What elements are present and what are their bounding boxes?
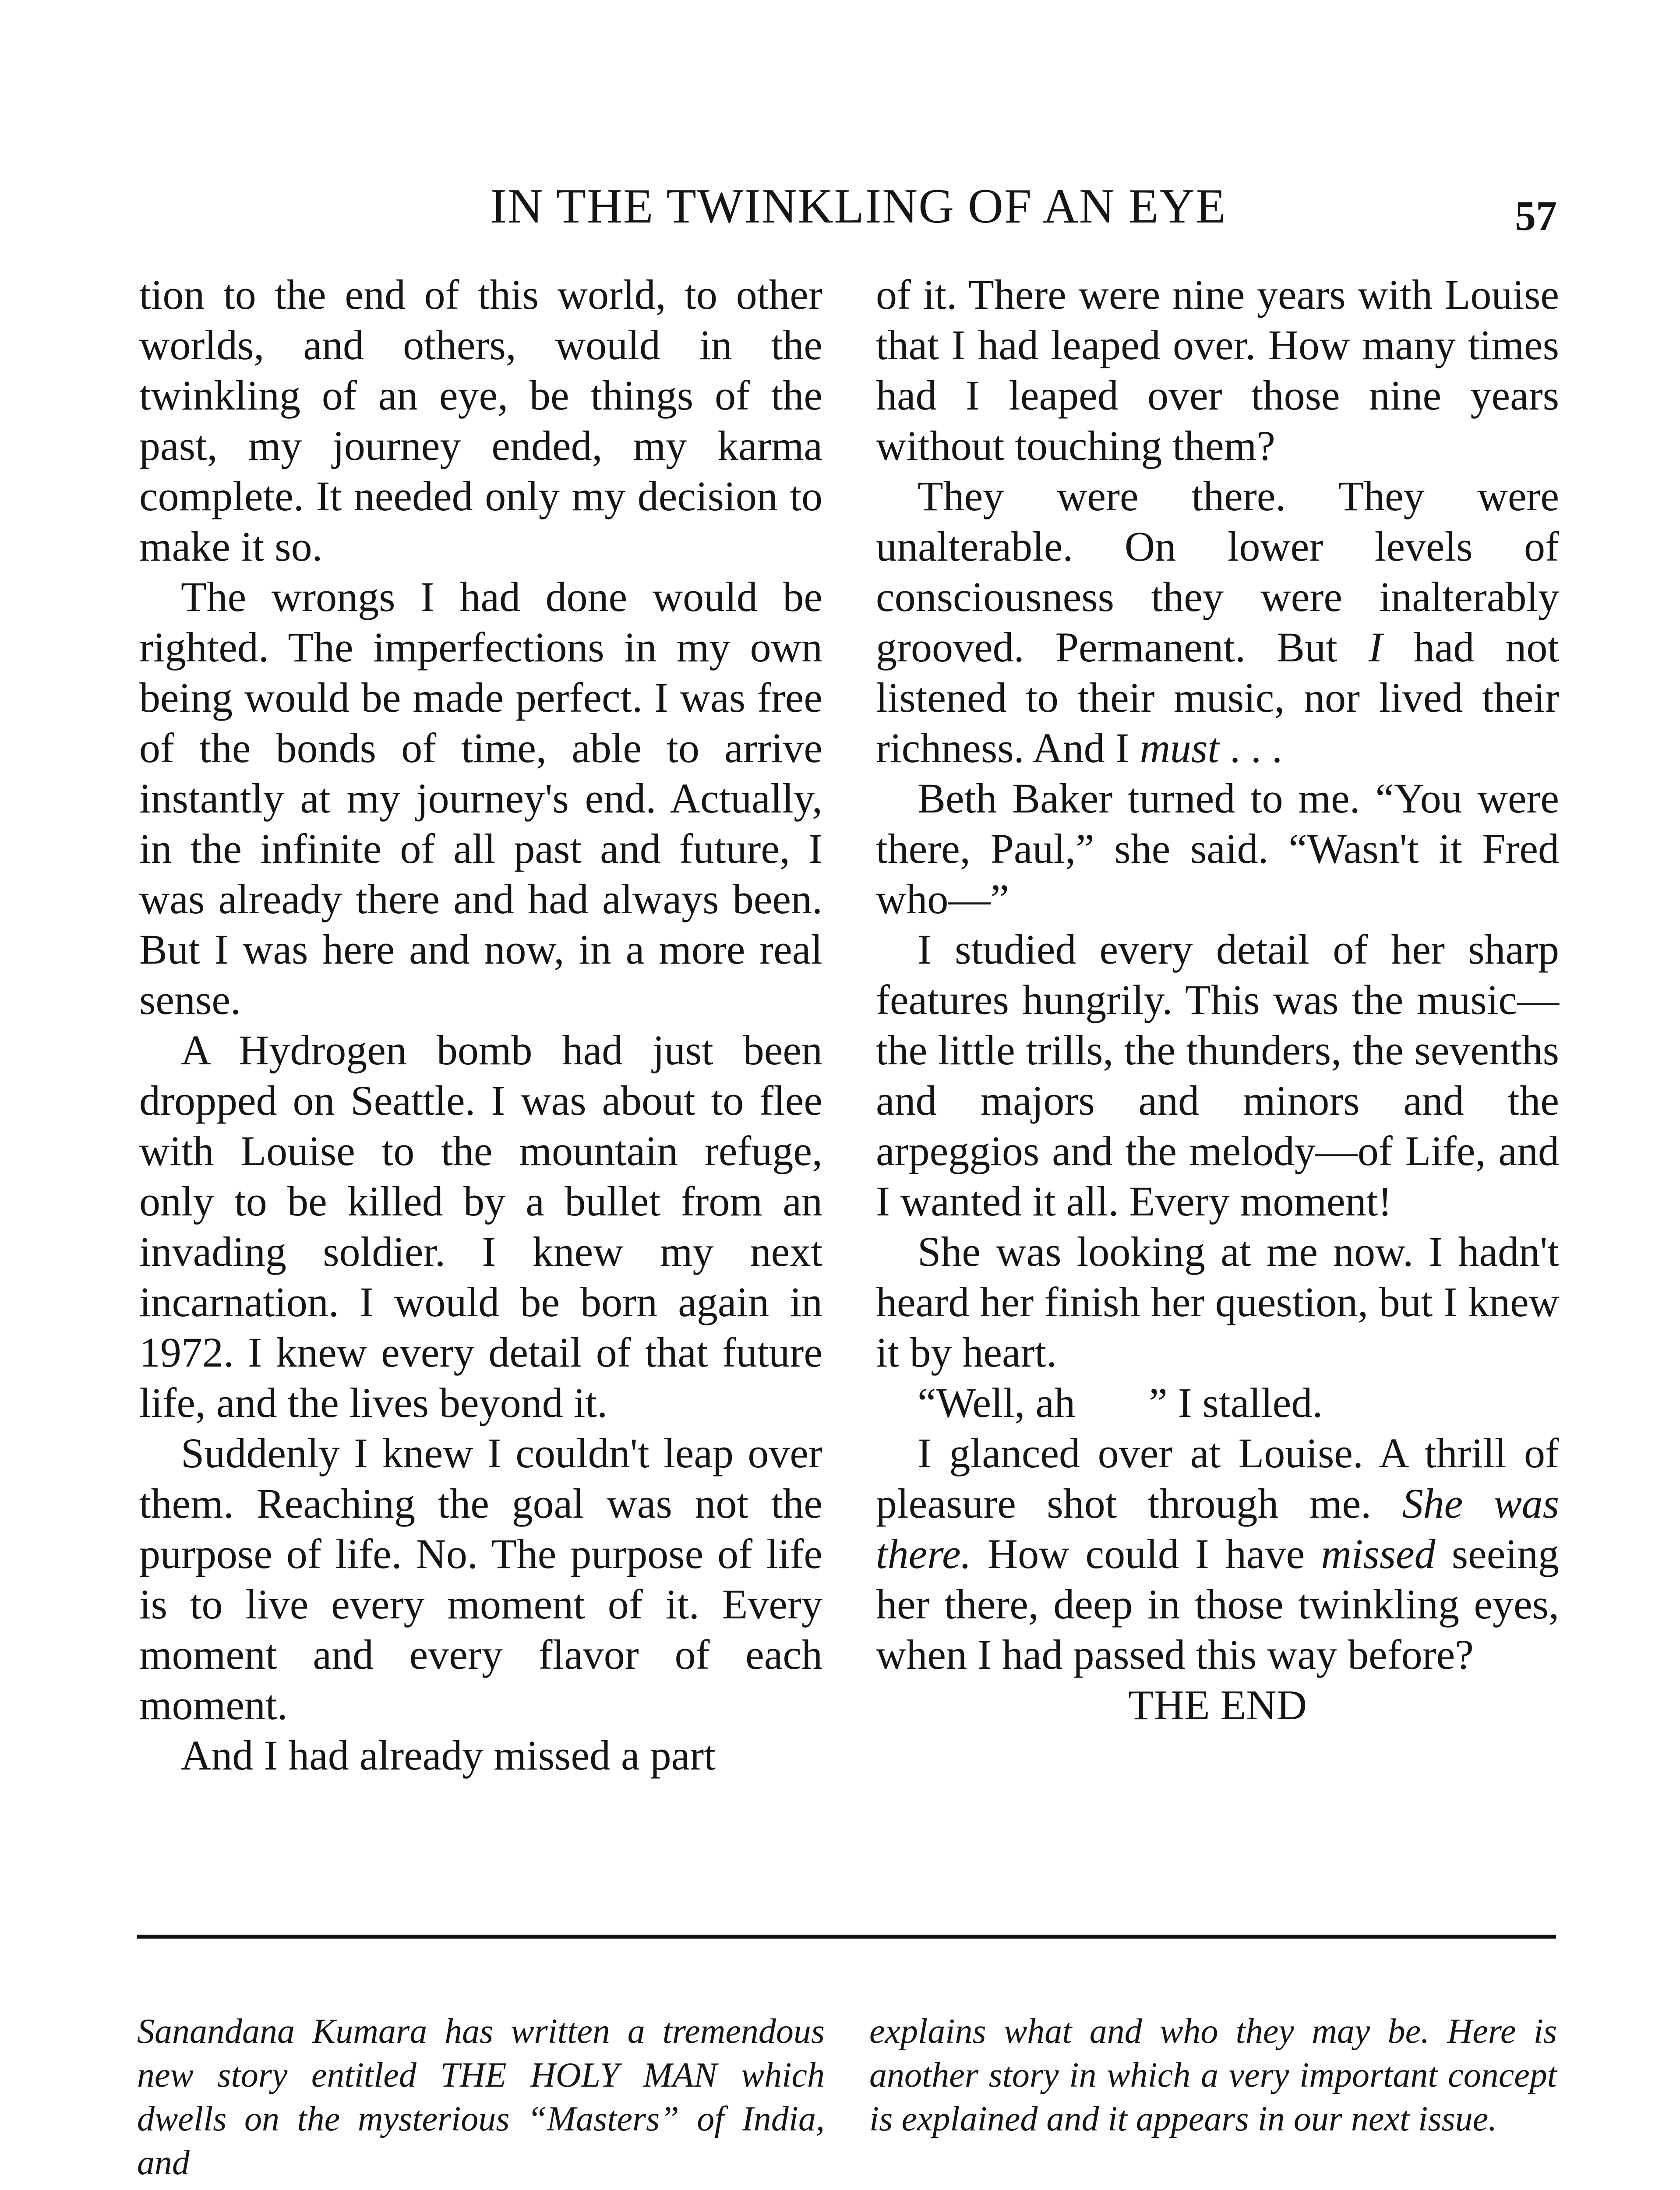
left-text-column <box>139 269 822 1780</box>
emphasis: must <box>1140 724 1219 771</box>
paragraph: She was looking at me now. I hadn't heard her finish her question, but I knew it by heart. <box>876 1228 1559 1376</box>
editor-note-left: Sanandana Kumara has written a tremendous new story entitled THE HOLY MAN which dwells on the mysterious “Masters” of India, and <box>137 2012 825 2182</box>
text-run: They were there. They were unalterable. On lower levels of consciousness they were inalterably grooved. Permanent. But <box>876 473 1559 671</box>
paragraph: And I had already missed a part <box>181 1732 716 1779</box>
paragraph: “Well, ah ” I stalled. <box>918 1379 1323 1426</box>
emphasis: She was there. <box>876 1480 1560 1577</box>
text-run: . . . <box>1219 724 1282 771</box>
paragraph: Beth Baker turned to me. “You were there, Paul,” she said. “Wasn't it Fred who—” <box>876 775 1559 922</box>
section-divider <box>137 1935 1556 1939</box>
paragraph <box>876 1428 1559 1680</box>
emphasis: missed <box>1321 1530 1436 1577</box>
right-text-column <box>876 269 1559 1730</box>
paragraph: tion to the end of this world, to other worlds, and others, would in the twinkling of an eye, be things of the past, my journey ended, my karma complete. It needed only my decision to make it so. <box>139 271 822 570</box>
end-mark: THE END <box>1128 1681 1307 1728</box>
paragraph <box>876 471 1559 773</box>
paragraph: I studied every detail of her sharp features hungrily. This was the music—the little trills, the thunders, the sevenths and majors and minors and the arpeggios and the melody—of Life, and I wanted it all. Every moment! <box>876 926 1559 1225</box>
editor-note-right: explains what and who they may be. Here is another story in which a very important concept is explained and it appears in our next issue. <box>869 2012 1557 2138</box>
paragraph: of it. There were nine years with Louise that I had leaped over. How many times had I leaped over those nine years without touching them? <box>876 271 1559 469</box>
text-run: How could I have <box>971 1530 1321 1577</box>
paragraph: A Hydrogen bomb had just been dropped on Seattle. I was about to flee with Louise to the mountain refuge, only to be killed by a bullet from an invading soldier. I knew my next incarnation. I would be born again in 1972. I knew every detail of that future life, and the lives beyond it. <box>139 1027 822 1426</box>
emphasis: I <box>1368 624 1383 671</box>
page-number: 57 <box>1515 192 1557 239</box>
paragraph: Suddenly I knew I couldn't leap over them. Reaching the goal was not the purpose of life. No. The purpose of life is to live every moment of it. Every moment and every flavor of each moment. <box>139 1430 822 1728</box>
text-run: I glanced over at Louise. A thrill of pleasure shot through me. <box>876 1430 1559 1527</box>
text-run: had not listened to their music, nor lived their richness. And I <box>876 624 1560 771</box>
running-title: IN THE TWINKLING OF AN EYE <box>490 179 1227 233</box>
paragraph: The wrongs I had done would be righted. The imperfections in my own being would be made perfect. I was free of the bonds of time, able to arrive instantly at my journey's end. Actually, in the infinite of all past and future, I was already there and had always been. But I was here and now, in a more real sense. <box>139 573 822 1023</box>
text-run: seeing her there, deep in those twinkling eyes, when I had passed this way before? <box>876 1530 1560 1678</box>
